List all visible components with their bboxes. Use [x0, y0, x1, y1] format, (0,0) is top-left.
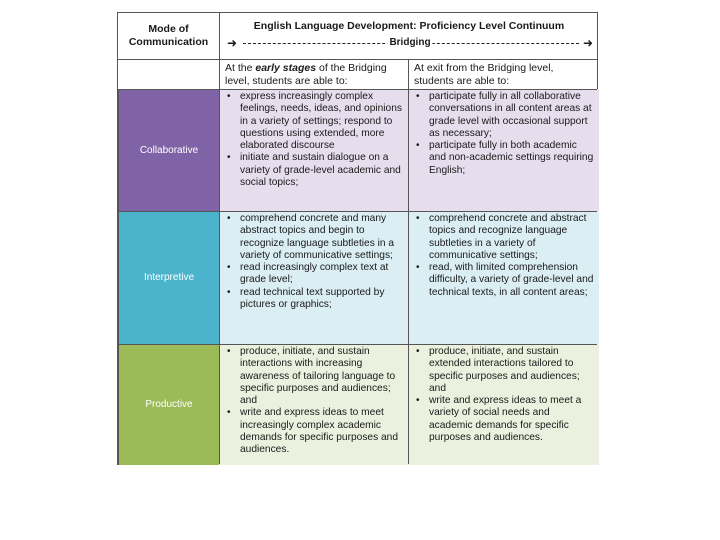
mode-collaborative: Collaborative — [118, 89, 219, 211]
arrow-left-icon: ➜ — [227, 36, 238, 50]
early-header-post: of the Bridging level, students are able to: — [225, 62, 387, 87]
list-item: • comprehend concrete and many abstract topics and begin to recognize language subtleties in a variety of communicative settings; — [223, 213, 404, 262]
arrow-right-icon: ➜ — [582, 36, 593, 50]
early-stages-header — [219, 59, 408, 89]
mode-interpretive: Interpretive — [118, 211, 219, 344]
proficiency-table — [117, 12, 598, 465]
productive-exit-cell — [408, 344, 599, 465]
row-divider — [118, 211, 597, 212]
productive-early-cell — [219, 344, 408, 465]
list-item: • read, with limited comprehension difficulty, a variety of grade-level and technical texts, in all content areas; — [412, 262, 595, 299]
interpretive-exit-cell — [408, 211, 599, 344]
table-title: English Language Development: Proficiency Level Continuum — [253, 20, 565, 32]
row-divider — [118, 59, 597, 60]
early-header-emphasis: early stages — [255, 62, 317, 74]
list-item: • express increasingly complex feelings, needs, ideas, and opinions in a variety of settings; respond to questions using extended, more elaborated discourse — [223, 91, 404, 152]
list-item: • produce, initiate, and sustain interactions with increasing awareness of tailoring language to specific purposes and audiences; and — [223, 346, 404, 407]
list-item: • read increasingly complex text at grade level; — [223, 262, 404, 287]
column-divider — [408, 59, 409, 464]
empty-corner-cell — [118, 59, 219, 89]
list-item: • comprehend concrete and abstract topics and recognize language subtleties in a variety of communicative settings; — [412, 213, 595, 262]
table-title-cell — [219, 13, 599, 59]
list-item: • produce, initiate, and sustain extended interactions tailored to specific purposes and audiences; and — [412, 346, 595, 395]
list-item: • write and express ideas to meet a variety of social needs and academic demands for specific purposes and audiences. — [412, 395, 595, 444]
row-divider — [118, 344, 597, 345]
row-divider — [118, 89, 597, 90]
early-header-pre: At the — [225, 62, 256, 74]
bridging-arrow — [229, 37, 591, 49]
list-item: • participate fully in all collaborative conversations in all content areas at grade level with occasional support as necessary; — [412, 91, 595, 140]
list-item: • read technical text supported by pictures or graphics; — [223, 287, 404, 312]
mode-of-communication-header: Mode of Communication — [128, 23, 209, 48]
collaborative-early-cell — [219, 89, 408, 211]
bridging-label: Bridging — [389, 37, 431, 48]
mode-productive: Productive — [118, 344, 219, 465]
collaborative-exit-cell — [408, 89, 599, 211]
interpretive-early-cell — [219, 211, 408, 344]
list-item: • participate fully in both academic and non-academic settings requiring English; — [412, 140, 595, 177]
list-item: • write and express ideas to meet increasingly complex academic demands for specific purposes and audiences. — [223, 407, 404, 456]
exit-header: At exit from the Bridging level, students are able to: — [414, 62, 554, 87]
list-item: • initiate and sustain dialogue on a variety of grade-level academic and social topics; — [223, 152, 404, 189]
column-divider — [219, 13, 220, 464]
